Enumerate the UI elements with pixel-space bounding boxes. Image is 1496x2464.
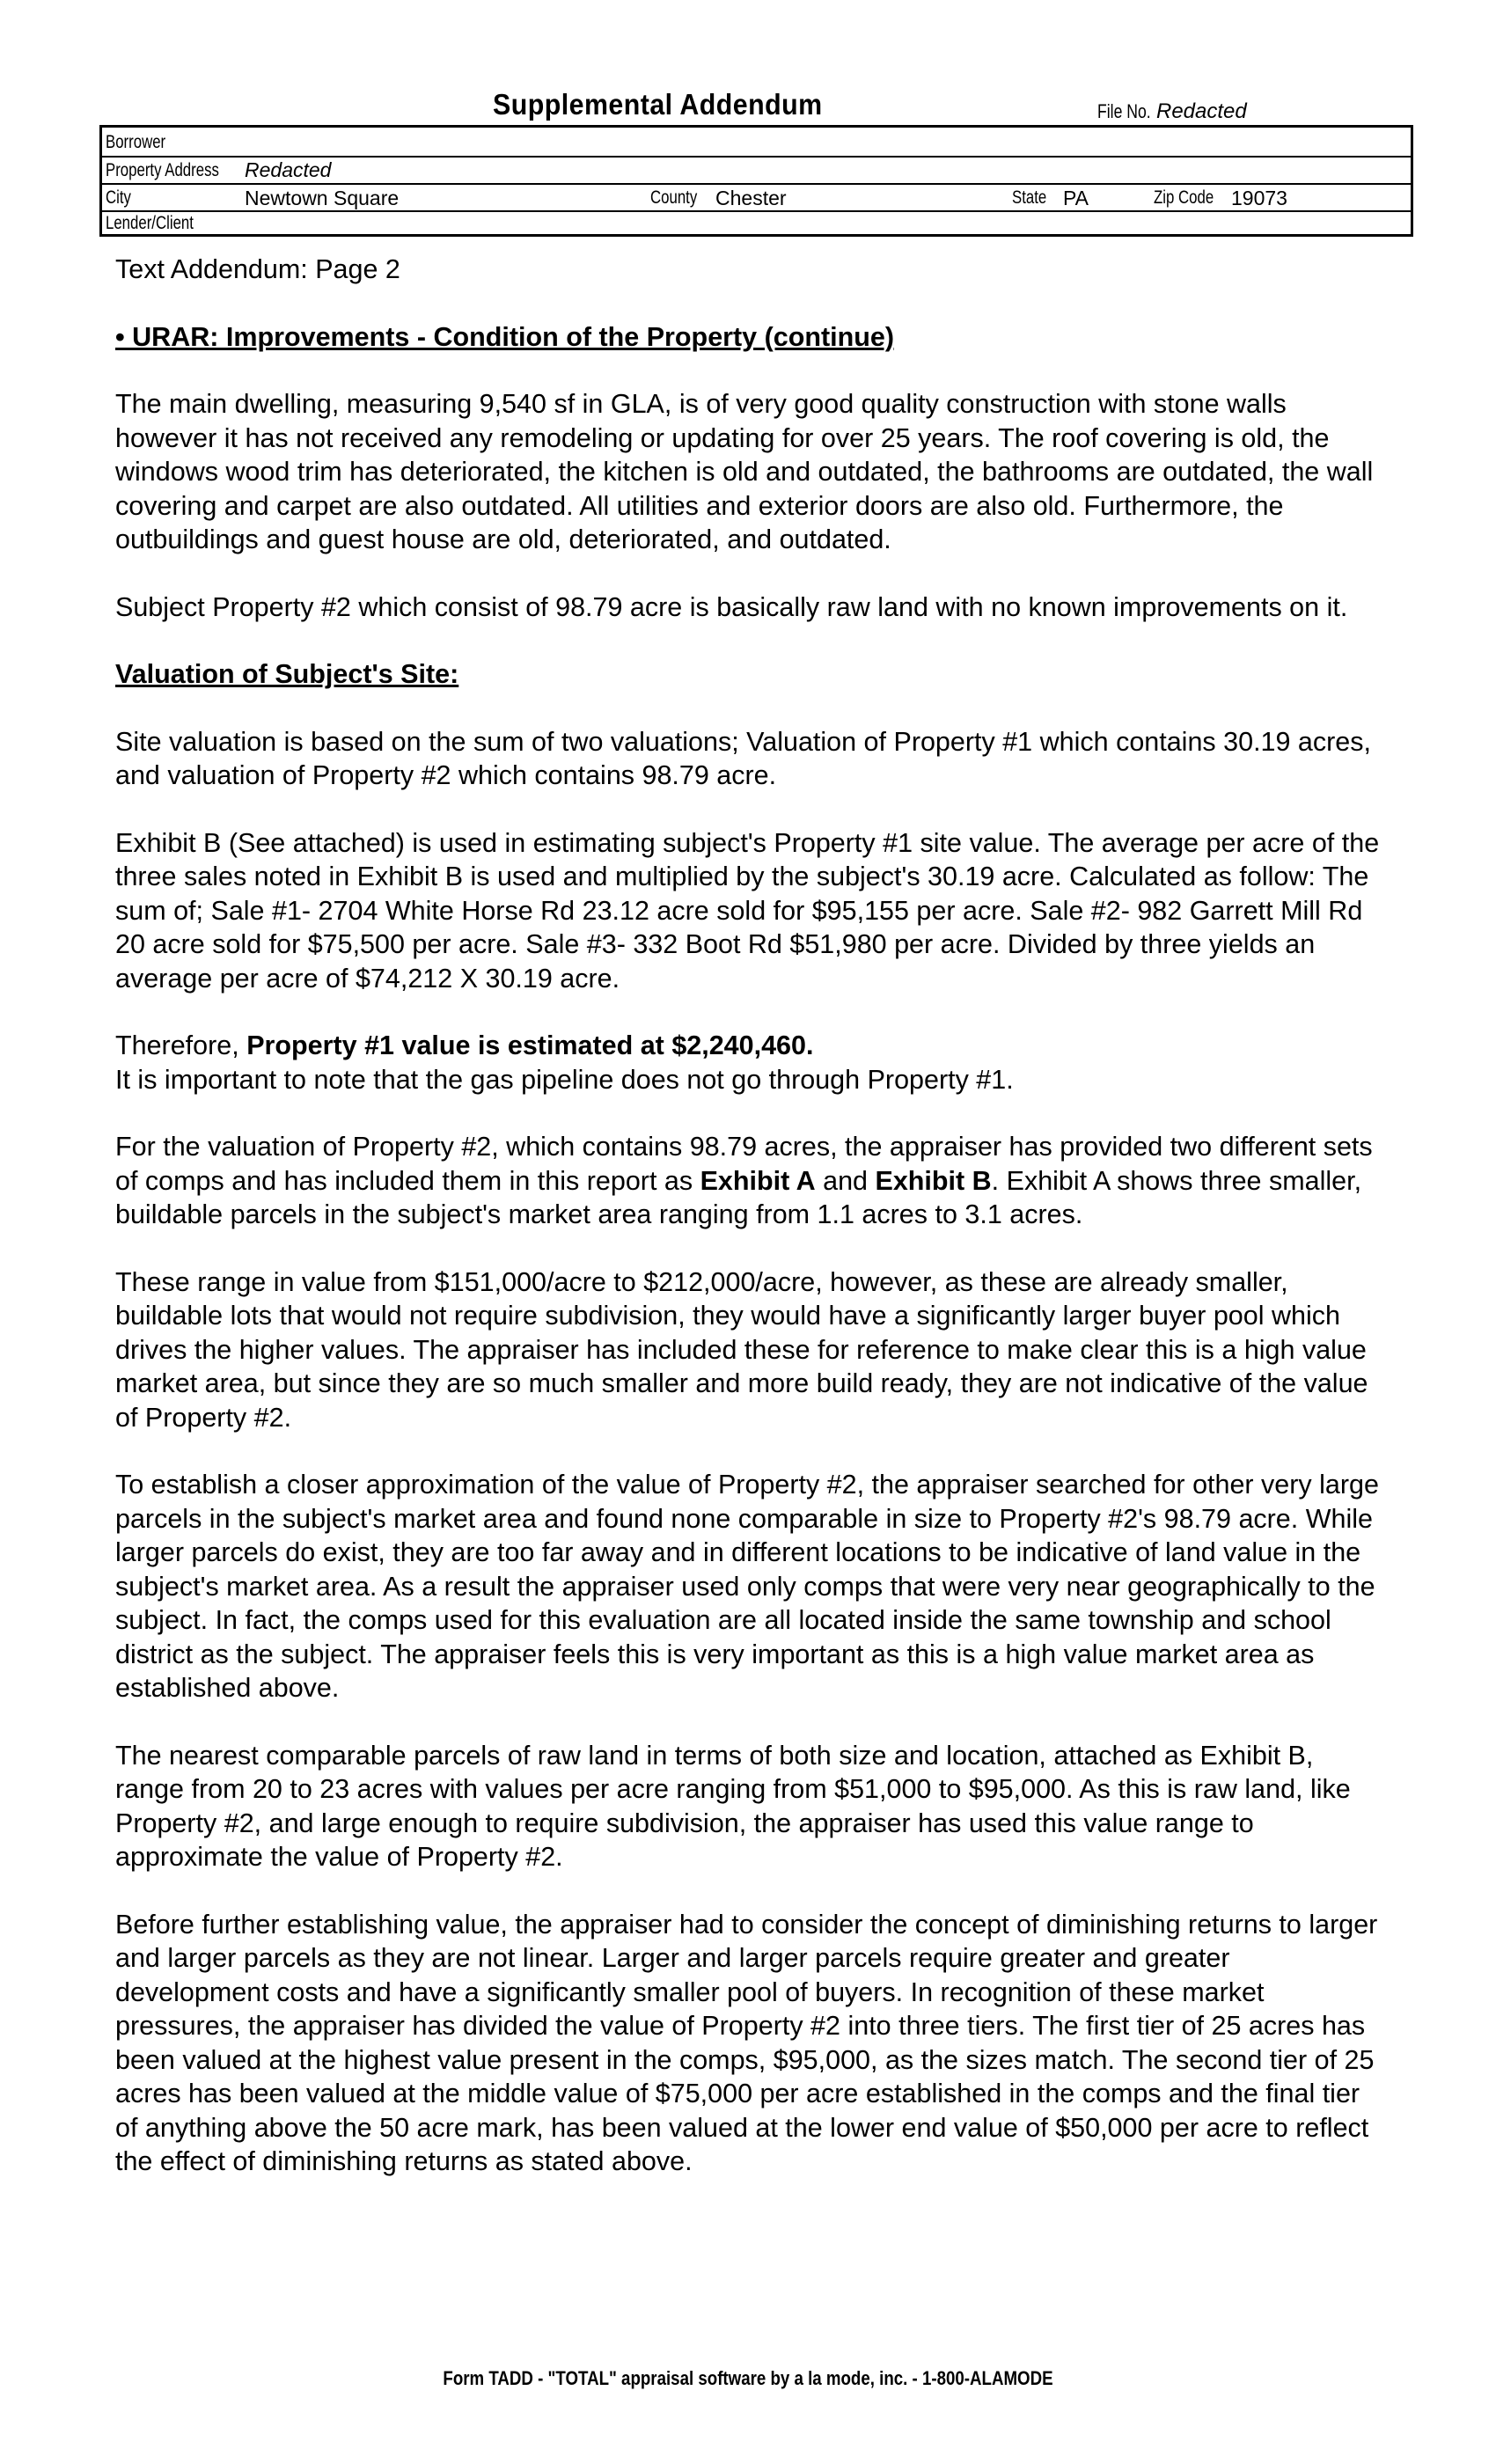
form-title: Supplemental Addendum xyxy=(493,88,823,121)
state-label: State xyxy=(1012,187,1047,208)
file-no-label: File No. xyxy=(1097,100,1151,122)
exhibit-b-ref: Exhibit B xyxy=(875,1165,992,1196)
lender-client-label: Lender/Client xyxy=(106,213,194,233)
paragraph-property-2-valuation xyxy=(115,1130,1382,1232)
exhibit-a-ref: Exhibit A xyxy=(700,1165,816,1196)
county-value: Chester xyxy=(715,187,787,209)
paragraph-property-2: Subject Property #2 which consist of 98.79 acre is basically raw land with no known improvements on it. xyxy=(115,591,1348,622)
p6-part-b: . Exhibit A shows three smaller, buildable parcels in the subject's market area ranging from 1.1 acres to 3.1 acres. xyxy=(115,1165,1362,1229)
paragraph-closer-approximation: To establish a closer approximation of the value of Property #2, the appraiser searched for other very large parcels in the subject's market area and found none comparable in size to Property #2's 98.79 acre. While larger parcels do exist, they are too far away and in different locations to be indicative of land value in the subject's market area. As a result the appraiser used only comps that were very near geographically to the subject. In fact, the comps used for this evaluation are all located inside the same township and school district as the subject. The appraiser feels this is very important as this is a high value market area as established above. xyxy=(115,1470,1379,1703)
state-value: PA xyxy=(1063,187,1089,209)
borrower-row xyxy=(102,128,1411,158)
header-info-table xyxy=(99,125,1413,237)
file-no-value: Redacted xyxy=(1156,99,1247,123)
city-value: Newtown Square xyxy=(245,187,400,209)
paragraph-condition: The main dwelling, measuring 9,540 sf in GLA, is of very good quality construction with stone walls however it has not received any remodeling or updating for over 25 years. The roof covering is old, the windows wood trim has deteriorated, the kitchen is old and outdated, the bathrooms are outdated, the wall covering and carpet are also outdated. All utilities and exterior doors are also old. Furthermore, the outbuildings and guest house are old, deteriorated, and outdated. xyxy=(115,389,1374,554)
page-label: Text Addendum: Page 2 xyxy=(115,254,400,284)
p6-and: and xyxy=(815,1165,876,1196)
p6-part-a: For the valuation of Property #2, which contains 98.79 acres, the appraiser has provided two different sets of comps and has included them in this report as xyxy=(115,1132,1373,1196)
section-heading-condition-text: • URAR: Improvements - Condition of the Property (continue) xyxy=(115,321,895,352)
lender-row xyxy=(102,210,1411,234)
property-address-label: Property Address xyxy=(106,160,219,180)
section-heading-valuation xyxy=(115,657,1382,692)
paragraph-exhibit-b: Exhibit B (See attached) is used in estimating subject's Property #1 site value. The average per acre of the three sales noted in Exhibit B is used and multiplied by the subject's 30.19 acre. Calculated as follow: The sum of; Sale #1- 2704 White Horse Rd 23.12 acre sold for $95,155 per acre. Sale #2- 982 Garrett Mill Rd 20 acre sold for $75,500 per acre. Sale #3- 332 Boot Rd $51,980 per acre. Divided by three yields an average per acre of $74,212 X 30.19 acre. xyxy=(115,827,1380,994)
paragraph-diminishing-returns: Before further establishing value, the appraiser had to consider the concept of diminishing returns to larger and larger parcels as they are not linear. Larger and larger parcels require greater and greater development costs and have a significantly smaller pool of buyers. In recognition of these market pressures, the appraiser has divided the value of Property #2 into three tiers. The first tier of 25 acres has been valued at the highest value present in the comps, $95,000, as the sizes match. The second tier of 25 acres has been valued at the middle value of $75,000 per acre established in the comps and the final tier of anything above the 50 acre mark, has been valued at the lower end value of $50,000 per acre to reflect the effect of diminishing returns as stated above. xyxy=(115,1909,1378,2176)
zip-code-label: Zip Code xyxy=(1154,187,1214,208)
city-label: City xyxy=(106,187,131,208)
property-1-value-statement: Property #1 value is estimated at $2,240,460. xyxy=(246,1030,814,1060)
section-heading-condition xyxy=(115,320,1382,355)
p5-prefix: Therefore, xyxy=(115,1030,247,1060)
borrower-label: Borrower xyxy=(106,132,166,152)
paragraph-gas-pipeline: It is important to note that the gas pipeline does not go through Property #1. xyxy=(115,1064,1014,1095)
addendum-body xyxy=(115,253,1382,2179)
form-footer: Form TADD - "TOTAL" appraisal software by a la mode, inc. - 1-800-ALAMODE xyxy=(443,2367,1053,2389)
property-address-row xyxy=(102,156,1411,185)
paragraph-site-valuation: Site valuation is based on the sum of two valuations; Valuation of Property #1 which contains 30.19 acres, and valuation of Property #2 which contains 98.79 acre. xyxy=(115,726,1371,790)
paragraph-property-1-value xyxy=(115,1029,1382,1063)
city-row xyxy=(102,183,1411,212)
section-heading-valuation-text: Valuation of Subject's Site: xyxy=(115,659,459,689)
county-label: County xyxy=(650,187,698,208)
paragraph-value-range: These range in value from $151,000/acre to $212,000/acre, however, as these are already smaller, buildable lots that would not require subdivision, they would have a significantly larger buyer pool which drives the higher values. The appraiser has included these for reference to make clear this is a high value market area, but since they are so much smaller and more build ready, they are not indicative of the value of Property #2. xyxy=(115,1266,1368,1433)
property-address-value: Redacted xyxy=(245,158,332,181)
paragraph-nearest-parcels: The nearest comparable parcels of raw land in terms of both size and location, attached as Exhibit B, range from 20 to 23 acres with values per acre ranging from $51,000 to $95,000. As this is raw land, like Property #2, and large enough to require subdivision, the appraiser has used this value range to approximate the value of Property #2. xyxy=(115,1740,1351,1872)
zip-code-value: 19073 xyxy=(1231,187,1287,209)
